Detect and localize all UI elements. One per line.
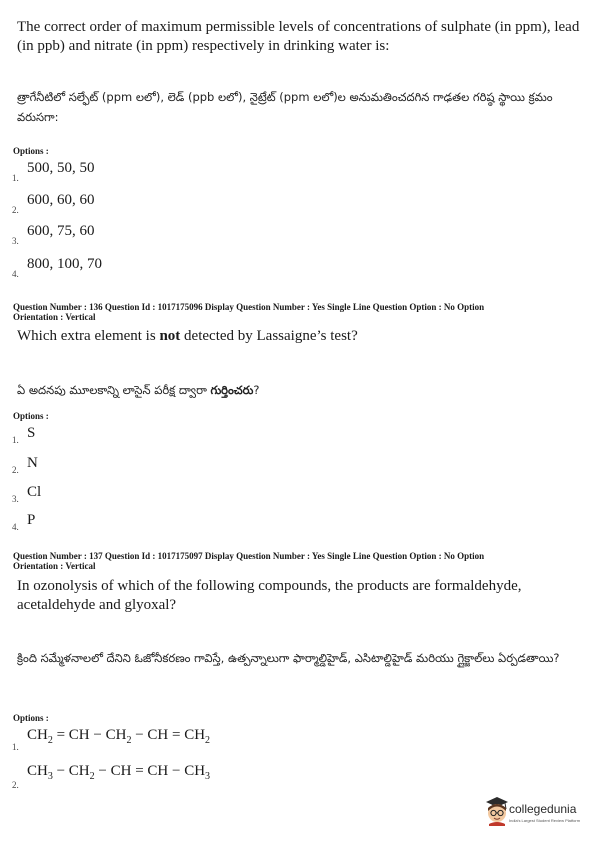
logo-tagline: India's Largest Student Review Platform	[509, 818, 581, 823]
question-135-telugu: త్రాగేనీటిలో సల్ఫేట్ (ppm లలో), లెడ్ (ppb లలో), నైట్రేట్ (ppm లలో)ల అనుమతించదగిన గాఢతల గరిష్ఠ స్థాయి క్రమం వరుసగా:	[17, 90, 553, 124]
option-text[interactable]: 600, 75, 60	[27, 223, 95, 239]
question-meta-line: Orientation : Vertical	[13, 312, 96, 322]
question-137-meta	[13, 551, 588, 571]
question-136-english	[17, 327, 582, 346]
mascot-icon	[483, 796, 511, 826]
options-label: Options :	[13, 411, 49, 421]
option-text[interactable]: 800, 100, 70	[27, 256, 102, 272]
option-text[interactable]: Cl	[27, 484, 42, 500]
question-text: Which extra element is	[17, 328, 160, 344]
option-number: 3.	[12, 494, 19, 504]
option-text[interactable]: 600, 60, 60	[27, 192, 95, 208]
option-formula[interactable]: $CH_3 - CH_2$ − CH = CH − $CH_3$	[27, 763, 211, 782]
option-text[interactable]: 500, 50, 50	[27, 160, 95, 176]
option-text[interactable]: N	[27, 455, 38, 471]
option-number: 1.	[12, 435, 19, 445]
collegedunia-logo	[483, 796, 591, 830]
option-number: 1.	[12, 742, 19, 752]
option-number: 2.	[12, 780, 19, 790]
option-number: 4.	[12, 522, 19, 532]
question-text: ?	[253, 383, 260, 397]
logo-name: collegedunia	[509, 802, 577, 816]
question-text: detected by Lassaigne’s test?	[180, 328, 358, 344]
question-meta-line: Question Number : 137 Question Id : 1017175097 Display Question Number : Yes Single Line Question Option : No Option	[13, 551, 485, 561]
question-137-telugu: క్రింది సమ్మేళనాలలో దేనిని ఓజోనీకరణం గావిస్తే, ఉత్పన్నాలుగా ఫార్మాల్డిహైడ్, ఎసిటాల్డిహైడ్ మరియు గ్లైక్జాల్‌లు ఏర్పడతాయి?	[17, 651, 560, 665]
question-meta-line: Orientation : Vertical	[13, 561, 96, 571]
option-text[interactable]: P	[27, 512, 36, 528]
option-number: 2.	[12, 205, 19, 215]
option-text[interactable]: S	[27, 425, 36, 441]
question-meta-line: Question Number : 136 Question Id : 1017175096 Display Question Number : Yes Single Line Question Option : No Option	[13, 302, 485, 312]
question-136-telugu	[17, 380, 582, 400]
question-136-meta	[13, 302, 588, 322]
question-emphasis: గుర్తించరు	[210, 383, 254, 397]
option-number: 4.	[12, 269, 19, 279]
option-number: 2.	[12, 465, 19, 475]
options-label: Options :	[13, 146, 49, 156]
question-137-english: In ozonolysis of which of the following compounds, the products are formaldehyde, acetaldehyde and glyoxal?	[17, 578, 522, 613]
question-135-english: The correct order of maximum permissible levels of concentrations of sulphate (in ppm), lead (in ppb) and nitrate (in ppm) respectively in drinking water is:	[17, 19, 580, 54]
question-text: ఏ అదనపు మూలకాన్ని లాసైన్ పరీక్ష ద్వారా	[17, 383, 211, 397]
question-emphasis: not	[159, 328, 181, 344]
option-number: 3.	[12, 236, 19, 246]
option-number: 1.	[12, 173, 19, 183]
options-label: Options :	[13, 713, 49, 723]
option-formula[interactable]: $CH_2$ = CH − $CH_2$ − CH = $CH_2$	[27, 727, 211, 746]
